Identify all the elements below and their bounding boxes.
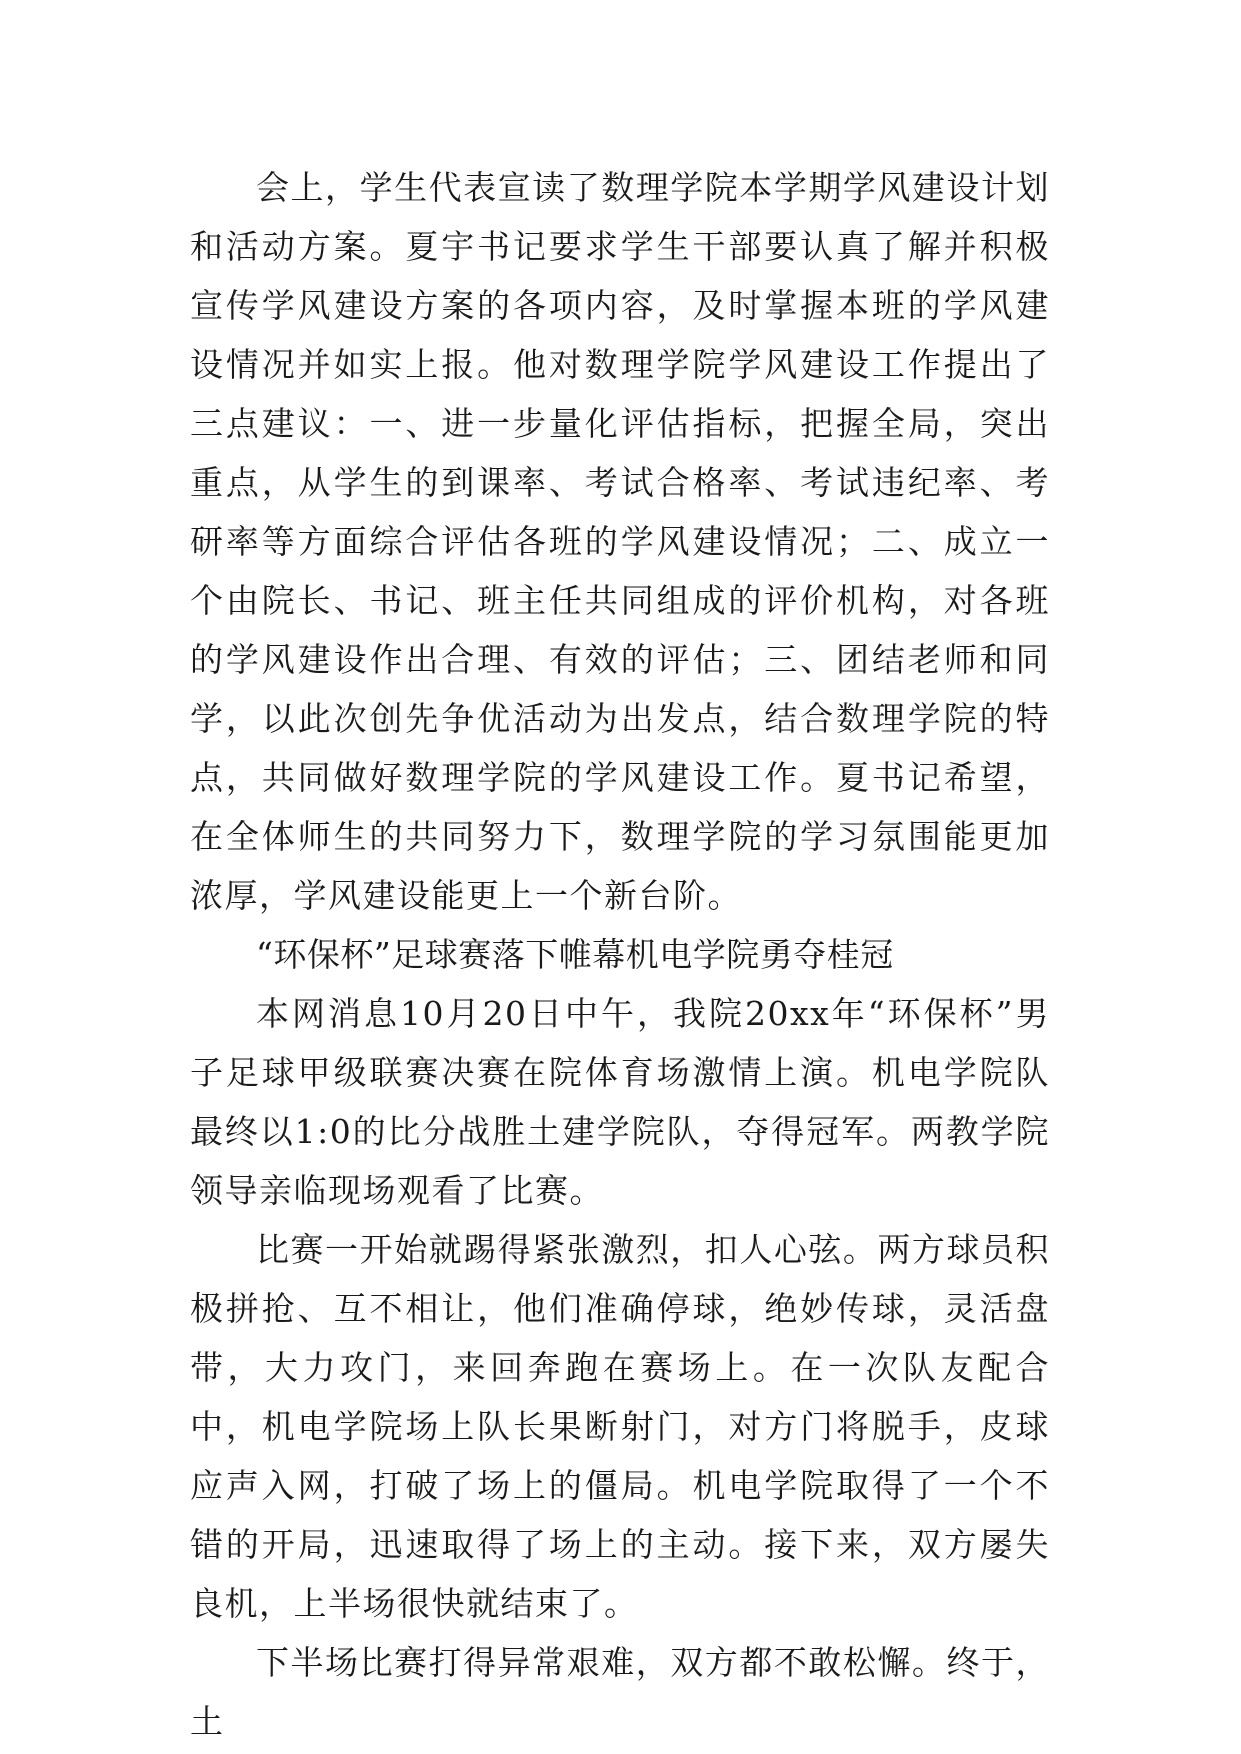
paragraph-first-half: 比赛一开始就踢得紧张激烈，扣人心弦。两方球员积极拼抢、互不相让，他们准确停球，绝妙传球，灵活盘带，大力攻门，来回奔跑在赛场上。在一次队友配合中，机电学院场上队长果断射门，对方门将脱手，皮球应声入网，打破了场上的僵局。机电学院取得了一个不错的开局，迅速取得了场上的主动。接下来，双方屡失良机，上半场很快就结束了。 xyxy=(190,1230,1050,1623)
document-body xyxy=(190,158,1050,1751)
paragraph-study-style: 会上，学生代表宣读了数理学院本学期学风建设计划和活动方案。夏宇书记要求学生干部要认真了解并积极宣传学风建设方案的各项内容，及时掌握本班的学风建设情况并如实上报。他对数理学院学风建设工作提出了三点建议：一、进一步量化评估指标，把握全局，突出重点，从学生的到课率、考试合格率、考试违纪率、考研率等方面综合评估各班的学风建设情况；二、成立一个由院长、书记、班主任共同组成的评价机构，对各班的学风建设作出合理、有效的评估；三、团结老师和同学，以此次创先争优活动为出发点，结合数理学院的特点，共同做好数理学院的学风建设工作。夏书记希望，在全体师生的共同努力下，数理学院的学习氛围能更加浓厚，学风建设能更上一个新台阶。 xyxy=(190,168,1050,915)
paragraph-second-half: 下半场比赛打得异常艰难，双方都不敢松懈。终于，土 xyxy=(190,1643,1050,1741)
article-title: “环保杯”足球赛落下帷幕机电学院勇夺桂冠 xyxy=(256,935,894,974)
paragraph-match-news: 本网消息10月20日中午，我院20xx年“环保杯”男子足球甲级联赛决赛在院体育场激情上演。机电学院队最终以1:0的比分战胜土建学院队，夺得冠军。两教学院领导亲临现场观看了比赛。 xyxy=(190,994,1050,1210)
